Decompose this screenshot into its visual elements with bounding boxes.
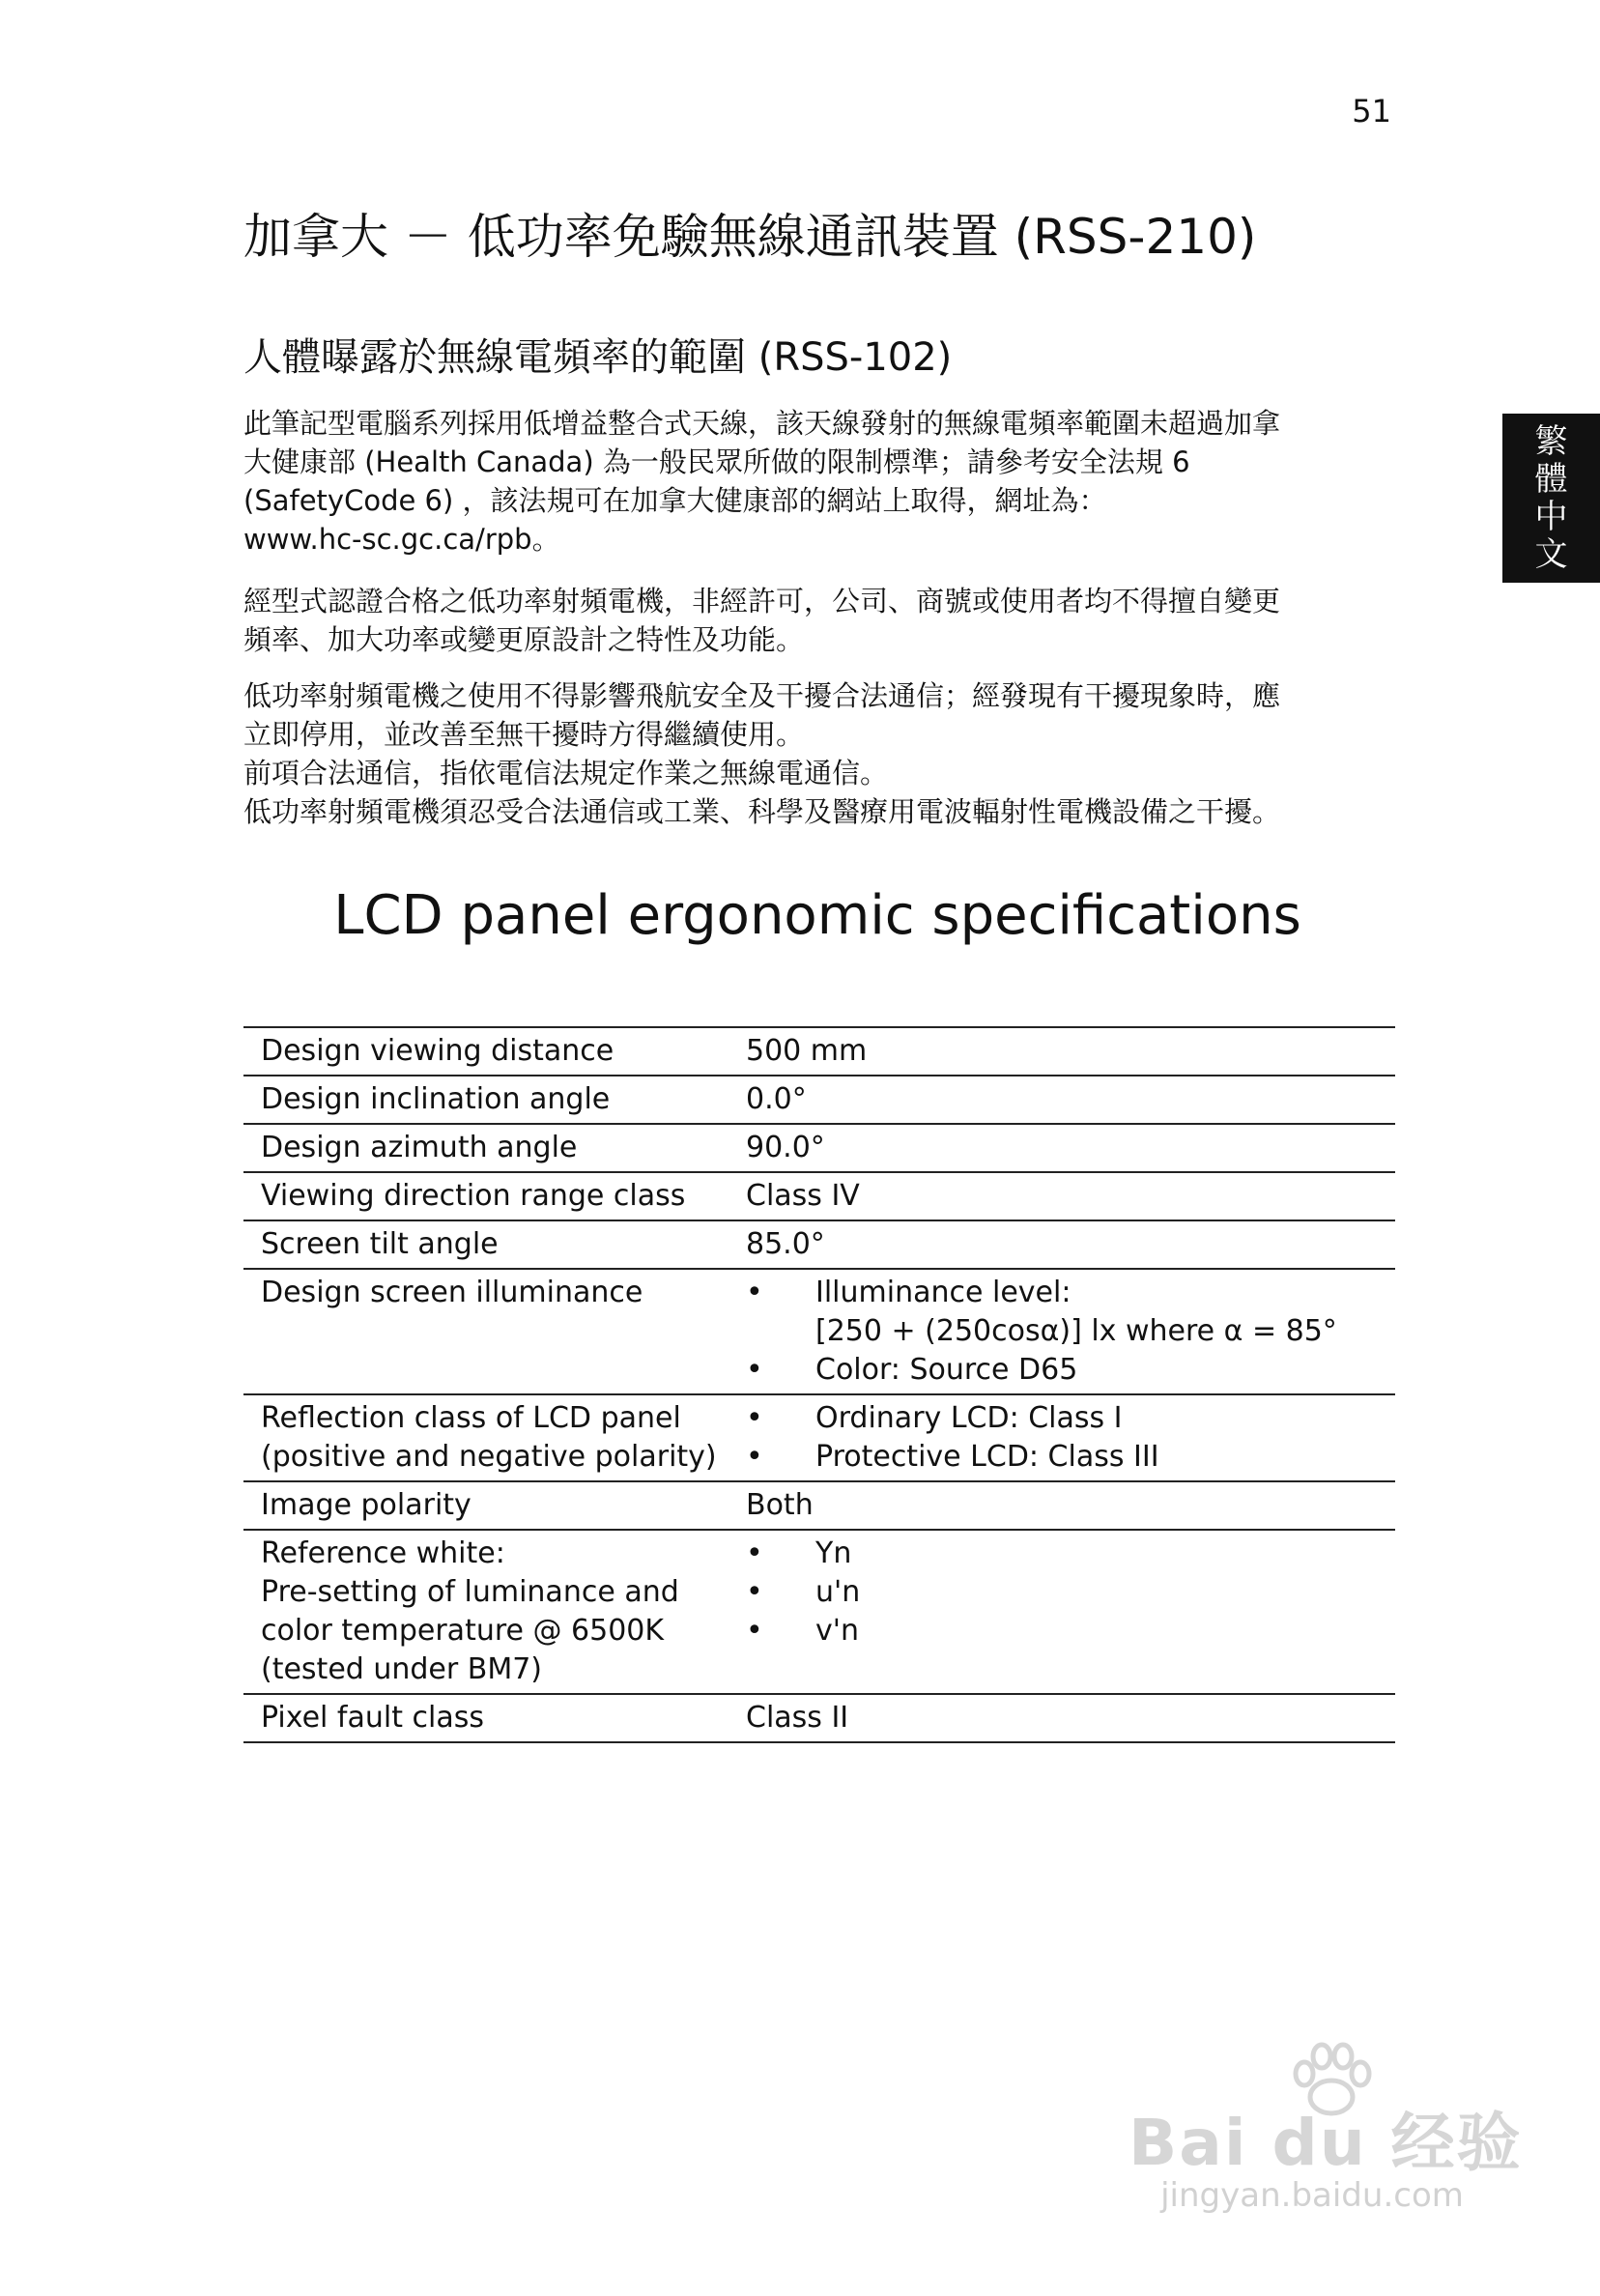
bullet-item — [746, 1351, 1395, 1390]
bullet-dot: • — [746, 1440, 763, 1474]
spec-value: Class IV — [729, 1172, 1395, 1220]
bullet-text — [815, 1612, 859, 1650]
table-row — [243, 1027, 1395, 1076]
spec-label — [243, 1027, 729, 1076]
paragraph-interference — [243, 676, 1393, 831]
side-tab-char: 繁 — [1534, 421, 1568, 461]
bullet-text — [815, 1438, 1159, 1477]
bullet-dot: • — [746, 1575, 763, 1609]
spec-value: 85.0° — [729, 1220, 1395, 1269]
paragraph-line: 經型式認證合格之低功率射頻電機，非經許可，公司、商號或使用者均不得擅自變更 — [243, 585, 1281, 617]
bullet-item — [746, 1535, 1395, 1573]
bullet-text — [815, 1573, 860, 1612]
spec-value: Class II — [729, 1694, 1395, 1742]
page-number: 51 — [1352, 93, 1391, 129]
spec-label — [243, 1076, 729, 1124]
spec-value-list — [729, 1269, 1395, 1394]
paragraph-line: 大健康部 (Health Canada) 為一般民眾所做的限制標準；請參考安全法規 6 — [243, 445, 1190, 478]
table-row — [243, 1694, 1395, 1742]
spec-label-line: Reference white: — [261, 1536, 505, 1570]
spec-label — [243, 1269, 729, 1394]
watermark-url: jingyan.baidu.com — [1160, 2176, 1464, 2215]
spec-label-line: Image polarity — [261, 1488, 471, 1522]
bullet-dot: • — [746, 1401, 763, 1435]
spec-label — [243, 1481, 729, 1530]
table-row — [243, 1220, 1395, 1269]
bullet-line: Ordinary LCD: Class I — [815, 1401, 1123, 1435]
paragraph-line: 低功率射頻電機須忍受合法通信或工業、科學及醫療用電波輻射性電機設備之干擾。 — [243, 795, 1281, 828]
paragraph-line: 立即停用，並改善至無干擾時方得繼續使用。 — [243, 718, 805, 751]
spec-label-line: Screen tilt angle — [261, 1227, 499, 1261]
main-heading: 加拿大 － 低功率免驗無線通訊裝置 (RSS-210) — [243, 209, 1257, 265]
bullet-line: v'n — [815, 1614, 860, 1648]
paragraph-line: (SafetyCode 6) ，該法規可在加拿大健康部的網站上取得，網址為： — [243, 484, 1107, 517]
bullet-item — [746, 1274, 1395, 1351]
spec-label-line: Pre-setting of luminance and — [261, 1575, 679, 1609]
spec-label-line: Design azimuth angle — [261, 1131, 578, 1164]
bullet-text — [815, 1535, 851, 1573]
bullet-line: Illuminance level: — [815, 1276, 1071, 1309]
paragraph-rf-exposure — [243, 404, 1393, 559]
spec-label — [243, 1220, 729, 1269]
paragraph-certification — [243, 582, 1393, 659]
lcd-spec-table — [243, 1026, 1395, 1743]
bullet-dot: • — [746, 1536, 763, 1570]
table-row — [243, 1481, 1395, 1530]
bullet-item — [746, 1438, 1395, 1477]
bullet-line: Protective LCD: Class III — [815, 1440, 1159, 1474]
spec-label-line: color temperature @ 6500K — [261, 1614, 665, 1648]
bullet-dot: • — [746, 1353, 763, 1387]
table-row — [243, 1172, 1395, 1220]
spec-label-line: (tested under BM7) — [261, 1652, 543, 1686]
language-side-tab — [1502, 414, 1600, 583]
bullet-line: Yn — [815, 1536, 852, 1570]
side-tab-char: 體 — [1534, 459, 1568, 499]
spec-label — [243, 1530, 729, 1694]
side-tab-char: 文 — [1534, 534, 1568, 574]
side-tab-char: 中 — [1534, 497, 1568, 536]
paragraph-line: www.hc-sc.gc.ca/rpb。 — [243, 523, 560, 556]
spec-value: 90.0° — [729, 1124, 1395, 1172]
bullet-item — [746, 1612, 1395, 1650]
spec-label — [243, 1694, 729, 1742]
spec-value-list — [729, 1394, 1395, 1481]
bullet-text — [815, 1351, 1077, 1390]
bullet-line: [250 + (250cosα)] lx where α = 85° — [815, 1314, 1337, 1348]
spec-label-line: Design inclination angle — [261, 1082, 611, 1116]
bullet-dot: • — [746, 1276, 763, 1309]
bullet-text — [815, 1399, 1123, 1438]
spec-label-line: Reflection class of LCD panel — [261, 1401, 681, 1435]
paragraph-line: 前項合法通信，指依電信法規定作業之無線電通信。 — [243, 757, 889, 789]
spec-label-line: Design screen illuminance — [261, 1276, 643, 1309]
spec-label-line: (positive and negative polarity) — [261, 1440, 717, 1474]
spec-label-line: Pixel fault class — [261, 1701, 484, 1735]
bullet-line: Color: Source D65 — [815, 1353, 1078, 1387]
spec-label — [243, 1394, 729, 1481]
spec-value: 500 mm — [729, 1027, 1395, 1076]
spec-label — [243, 1124, 729, 1172]
bullet-text — [815, 1274, 1337, 1351]
paragraph-line: 低功率射頻電機之使用不得影響飛航安全及干擾合法通信；經發現有干擾現象時，應 — [243, 679, 1281, 712]
spec-label-line: Viewing direction range class — [261, 1179, 686, 1213]
table-row — [243, 1269, 1395, 1394]
table-row — [243, 1124, 1395, 1172]
watermark-logo-text: Bai du 经验 — [1129, 2106, 1523, 2180]
spec-value: 0.0° — [729, 1076, 1395, 1124]
paragraph-line: 頻率、加大功率或變更原設計之特性及功能。 — [243, 623, 805, 656]
spec-value: Both — [729, 1481, 1395, 1530]
spec-value-list — [729, 1530, 1395, 1694]
table-row — [243, 1076, 1395, 1124]
bullet-item — [746, 1399, 1395, 1438]
spec-label — [243, 1172, 729, 1220]
baidu-watermark — [1129, 2041, 1523, 2234]
table-row — [243, 1394, 1395, 1481]
sub-heading: 人體曝露於無線電頻率的範圍 (RSS-102) — [243, 335, 953, 380]
paragraph-line: 此筆記型電腦系列採用低增益整合式天線，該天線發射的無線電頻率範圍未超過加拿 — [243, 407, 1281, 440]
spec-label-line: Design viewing distance — [261, 1034, 614, 1068]
section-title: LCD panel ergonomic specifications — [333, 884, 1301, 947]
bullet-item — [746, 1573, 1395, 1612]
bullet-dot: • — [746, 1614, 763, 1648]
table-row — [243, 1530, 1395, 1694]
bullet-line: u'n — [815, 1575, 861, 1609]
